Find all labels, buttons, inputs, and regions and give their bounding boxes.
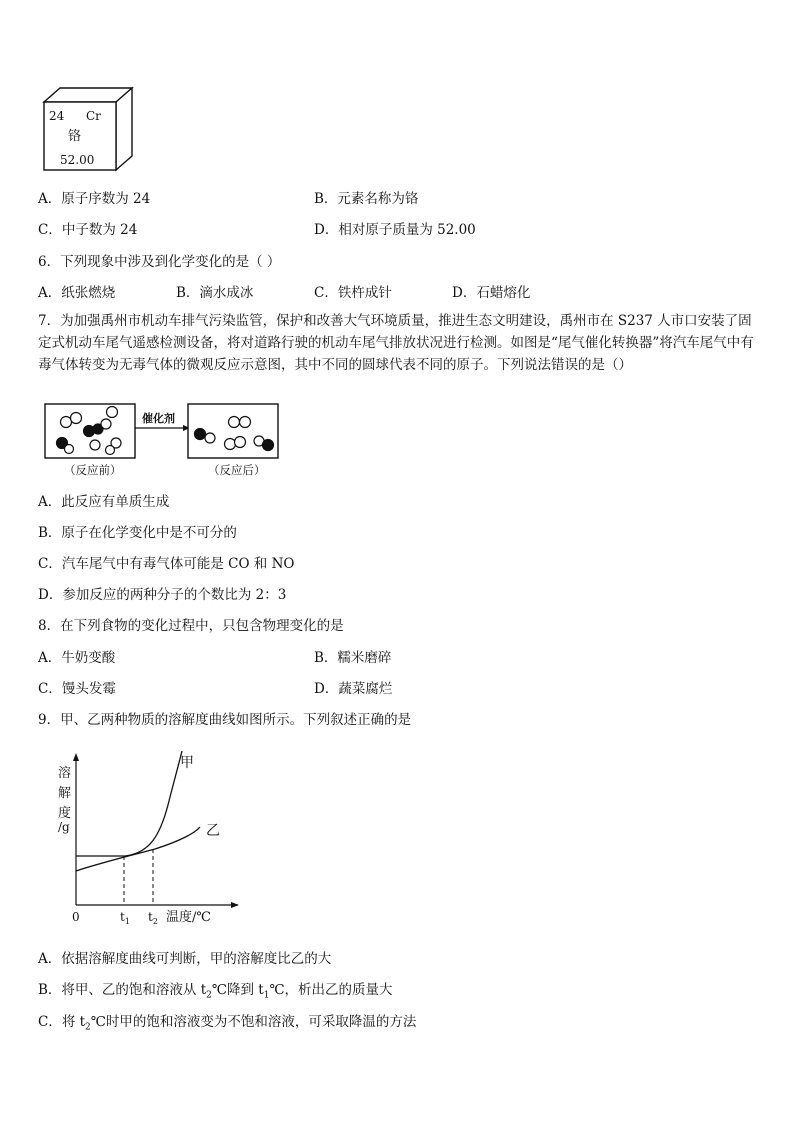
y-label-2: 解: [58, 786, 72, 801]
catalyst-label: 催化剂: [142, 412, 175, 425]
y-label-4: /g: [58, 820, 70, 834]
chromium-element-card: [40, 86, 136, 174]
q9-option-a: A．依据溶解度曲线可判断，甲的溶解度比乙的大: [38, 951, 332, 967]
solubility-curve-graph: [40, 745, 240, 930]
q5-option-a: A．原子序数为 24: [38, 191, 151, 207]
q8-option-c: C．馒头发霉: [38, 681, 116, 697]
before-box: [45, 404, 135, 458]
q6-option-c: C．铁杵成针: [314, 285, 392, 301]
q9-option-b: B．将甲、乙的饱和溶液从 $t_2℃$降到 $t_1℃$，析出乙的质量大: [38, 982, 393, 1001]
q8-stem: 8．在下列食物的变化过程中，只包含物理变化的是: [38, 618, 344, 634]
t2-label: $t_2$: [148, 910, 158, 926]
q7-option-c: C．汽车尾气中有毒气体可能是 CO 和 NO: [38, 556, 295, 572]
q8-option-b: B．糯米磨碎: [314, 650, 392, 666]
q5-option-d: D．相对原子质量为 52.00: [314, 222, 476, 238]
q6-stem: 6．下列现象中涉及到化学变化的是（ ）: [38, 254, 281, 270]
curve-yi-label: 乙: [206, 823, 220, 839]
atomic-mass: 52.00: [60, 153, 95, 167]
origin-label: 0: [72, 910, 80, 924]
q6-option-a: A．纸张燃烧: [38, 285, 116, 301]
q7-option-d: D．参加反应的两种分子的个数比为 2：3: [38, 587, 287, 603]
before-label: （反应前）: [64, 463, 122, 477]
q7-stem: 7．为加强禹州市机动车排气污染监管，保护和改善大气环境质量，推进生态文明建设，禹州市在 S237 人市口安装了固定式机动车尾气遥感检测设备，将对道路行驶的机动车尾气排放状况进行检测。如图是“尾气催化转换器”将汽车尾气中有毒气体转变为无毒气体的微观反应示意图，其中不同的圆球代表不同的原子。下列说法错误的是（）: [38, 313, 754, 373]
element-symbol: Cr: [86, 109, 101, 123]
x-axis-label: 温度/℃: [166, 910, 211, 925]
t1-label: $t_1$: [120, 910, 130, 926]
q6-option-b: B．滴水成冰: [176, 285, 254, 301]
q7-option-a: A．此反应有单质生成: [38, 494, 170, 510]
q8-option-d: D．蔬菜腐烂: [314, 681, 393, 697]
y-label-3: 度: [58, 806, 72, 821]
curve-yi: [76, 827, 200, 871]
after-label: （反应后）: [208, 463, 266, 477]
q6-option-d: D．石蜡熔化: [452, 285, 531, 301]
curve-jia: [76, 751, 182, 856]
q9-option-c: C．将 $t_2℃$时甲的饱和溶液变为不饱和溶液，可采取降温的方法: [38, 1014, 417, 1033]
q9-stem: 9．甲、乙两种物质的溶解度曲线如图所示。下列叙述正确的是: [38, 712, 412, 728]
after-box: [188, 404, 278, 458]
q7-option-b: B．原子在化学变化中是不可分的: [38, 525, 237, 541]
q8-option-a: A．牛奶变酸: [38, 650, 116, 666]
q5-option-c: C．中子数为 24: [38, 222, 138, 238]
q5-option-b: B．元素名称为铬: [314, 191, 419, 207]
reaction-micro-diagram: [40, 400, 280, 482]
curve-jia-label: 甲: [180, 755, 194, 771]
element-name: 铬: [68, 129, 82, 144]
y-label-1: 溶: [58, 766, 72, 781]
atomic-number: 24: [49, 109, 65, 123]
